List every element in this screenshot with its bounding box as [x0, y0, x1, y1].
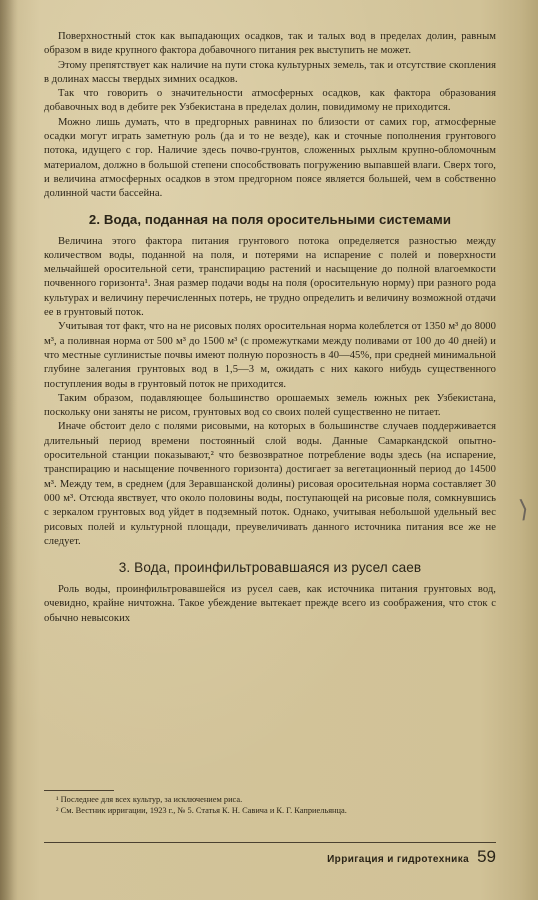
footnotes	[44, 790, 496, 816]
paragraph: Величина этого фактора питания грунтового потока определяется разностью между количеством воды, поданной на поля, и потерями на испарение с полей и поверхности мельчайшей оросительной сети, транспирацию растений и насыщение до полной влагоемкости почвенного горизонта¹. Зная размер подачи воды на поля (оросительную норму) при разного рода культурах и величину перечисленных потерь, не трудно определить и величину возможной отдачи ее в грунтовый поток.	[44, 235, 496, 319]
page-footer	[44, 842, 496, 867]
pencil-mark-icon: ⟩	[516, 494, 530, 524]
paragraph: Иначе обстоит дело с полями рисовыми, на которых в большинстве случаев поддерживается длительный период времени постоянный слой воды. Данные Самаркандской опытно-оросительной станции показывают,² что безвозвратное потребление воды здесь (на испарение, транспирацию и насыщение почвенного горизонта) достигает за вегетационный период до 14500 м³. Между тем, в среднем (для Зеравшанской долины) рисовая оросительная норма составляет 30 000 м³. Отсюда явствует, что около половины воды, поступающей на рисовые поля, сомкнувшись с зеркалом грунтовых вод уйдет в подземный поток. Однако, учитывая небольшой удельный вес рисовых полей и культурной площади, преувеличивать данного источника питания все же не следует.	[44, 421, 496, 547]
page-number: 59	[477, 847, 496, 866]
paragraph: Учитывая тот факт, что на не рисовых полях оросительная норма колеблется от 1350 м³ до 8000 м³, а поливная норма от 500 м³ до 1500 м³ (с промежутками между поливами от 100 до 40 дней) и что местные суглинистые почвы имеют полную порозность в 40—45%, при средней минимальной глубине залегания грунтовых вод в 1,5—3 м, ожидать с них какого нибудь существенного поступления воды в грунтовый поток не приходится.	[44, 321, 496, 390]
paragraph: Этому препятствует как наличие на пути стока культурных земель, так и отсутствие скопления в долинах массы твердых зимних осадков.	[44, 59, 496, 85]
footnote-rule	[44, 790, 114, 791]
running-title: Ирригация и гидротехника	[327, 854, 470, 865]
paragraph: Можно лишь думать, что в предгорных равнинах по близости от самих гор, атмосферные осадки могут играть заметную роль (да и то не везде), как и сточные пополнения грунтового потока, идущего с гор. Наличие здесь почво-грунтов, сложенных рыхлым крупно-обломочным материалом, должно в большой степени способствовать погружению выпавшей влаги. Сверх того, и величина атмосферных осадков в этом предгорном поясе является большей, чем в собственно долинной части бассейна.	[44, 116, 496, 200]
footnote: ¹ Последнее для всех культур, за исключением риса.	[56, 795, 243, 804]
page-body	[44, 30, 496, 626]
footer-row	[44, 847, 496, 867]
footnote: ² См. Вестник ирригации, 1923 г., № 5. Статья К. Н. Савича и К. Г. Каприельянца.	[56, 806, 347, 815]
paragraph: Роль воды, проинфильтровавшейся из русел саев, как источника питания грунтовых вод, очевидно, крайне ничтожна. Такое убеждение вытекает прежде всего из соображения, что сток с обычно невысоких	[44, 584, 496, 624]
section-heading-3: 3. Вода, проинфильтровавшаяся из русел саев	[118, 560, 422, 576]
footer-rule	[44, 842, 496, 843]
paragraph: Поверхностный сток как выпадающих осадков, так и талых вод в пределах долин, равным образом в виде крупного фактора добавочного питания рек выступить не может.	[44, 31, 496, 57]
paragraph: Таким образом, подавляющее большинство орошаемых земель южных рек Узбекистана, поскольку они заняты не рисом, грунтовых вод со своих полей существенно не питает.	[44, 392, 496, 419]
binding-shadow	[0, 0, 18, 900]
section-heading-2: 2. Вода, поданная на поля оросительными системами	[88, 211, 452, 227]
paragraph: Так что говорить о значительности атмосферных осадков, как фактора образования добавочных вод в дебите рек Узбекистана в пределах долин, повидимому не приходится.	[44, 88, 496, 114]
